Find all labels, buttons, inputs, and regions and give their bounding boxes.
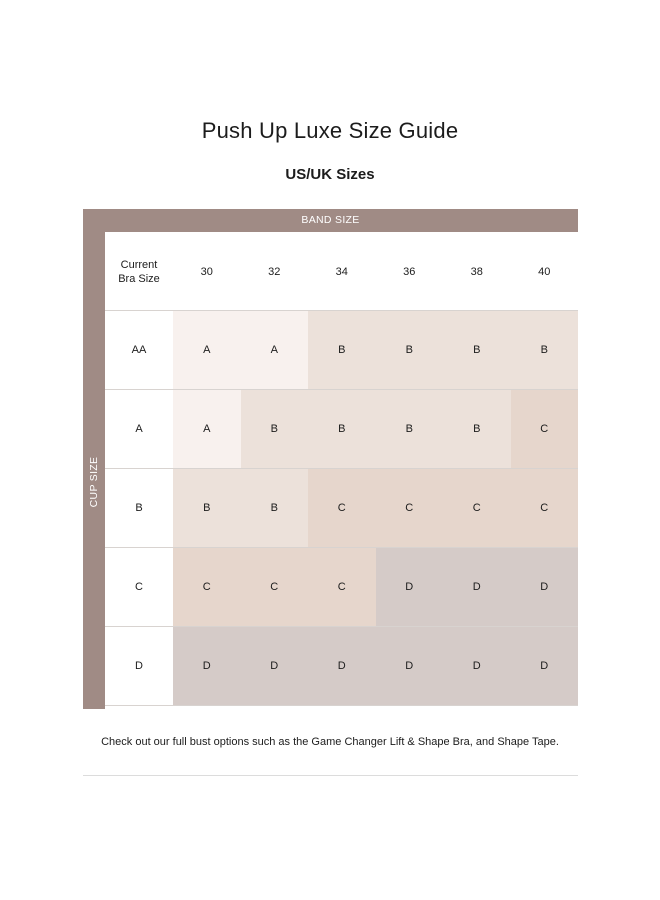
recommended-size-cell: A — [173, 390, 241, 468]
recommended-size-cell: C — [308, 548, 376, 626]
recommended-size-cell: C — [308, 469, 376, 547]
recommended-size-cell: D — [376, 548, 444, 626]
recommended-size-cell: D — [511, 627, 579, 705]
recommended-size-cell: B — [241, 390, 309, 468]
size-guide-table — [83, 209, 578, 709]
recommended-size-cell: C — [241, 548, 309, 626]
recommended-size-cell: B — [308, 390, 376, 468]
band-header-30: 30 — [200, 265, 213, 278]
recommended-size-cell: D — [443, 548, 511, 626]
table-row — [105, 469, 578, 548]
recommended-size-cell: B — [443, 390, 511, 468]
band-size-header: BAND SIZE — [83, 209, 578, 232]
recommended-size-cell: B — [376, 311, 444, 389]
table-row — [105, 627, 578, 706]
recommended-size-cell: B — [308, 311, 376, 389]
size-grid — [105, 232, 578, 709]
band-header-38: 38 — [470, 265, 483, 278]
recommended-size-cell: A — [241, 311, 309, 389]
band-header-32: 32 — [268, 265, 281, 278]
current-cup-cell: A — [105, 390, 173, 468]
recommended-size-cell: B — [443, 311, 511, 389]
recommended-size-cell: D — [173, 627, 241, 705]
current-cup-cell: C — [105, 548, 173, 626]
recommended-size-cell: C — [511, 469, 579, 547]
recommended-size-cell: C — [511, 390, 579, 468]
bust-options-note: Check out our full bust options such as the Game Changer Lift & Shape Bra, and Shape Tape. — [101, 736, 559, 748]
recommended-size-cell: B — [511, 311, 579, 389]
corner-label-line1: Current — [120, 258, 158, 271]
recommended-size-cell: D — [308, 627, 376, 705]
recommended-size-cell: D — [241, 627, 309, 705]
band-header-36: 36 — [403, 265, 416, 278]
table-row — [105, 548, 578, 627]
current-cup-cell: D — [105, 627, 173, 705]
recommended-size-cell: D — [511, 548, 579, 626]
recommended-size-cell: C — [173, 548, 241, 626]
cup-size-sidebar — [83, 232, 105, 709]
current-bra-size-label — [105, 232, 173, 311]
recommended-size-cell: B — [173, 469, 241, 547]
current-cup-cell: AA — [105, 311, 173, 389]
cup-size-label: CUP SIZE — [88, 456, 100, 508]
recommended-size-cell: D — [443, 627, 511, 705]
band-header-40: 40 — [538, 265, 551, 278]
page-subtitle: US/UK Sizes — [285, 166, 375, 183]
recommended-size-cell: B — [376, 390, 444, 468]
table-row — [105, 311, 578, 390]
recommended-size-cell: C — [443, 469, 511, 547]
corner-label-line2: Bra Size — [118, 272, 160, 285]
recommended-size-cell: B — [241, 469, 309, 547]
footer-divider — [83, 775, 578, 776]
table-row — [105, 390, 578, 469]
recommended-size-cell: D — [376, 627, 444, 705]
current-cup-cell: B — [105, 469, 173, 547]
band-header-row — [105, 232, 578, 311]
page-title: Push Up Luxe Size Guide — [201, 118, 459, 143]
recommended-size-cell: A — [173, 311, 241, 389]
band-header-34: 34 — [335, 265, 348, 278]
recommended-size-cell: C — [376, 469, 444, 547]
